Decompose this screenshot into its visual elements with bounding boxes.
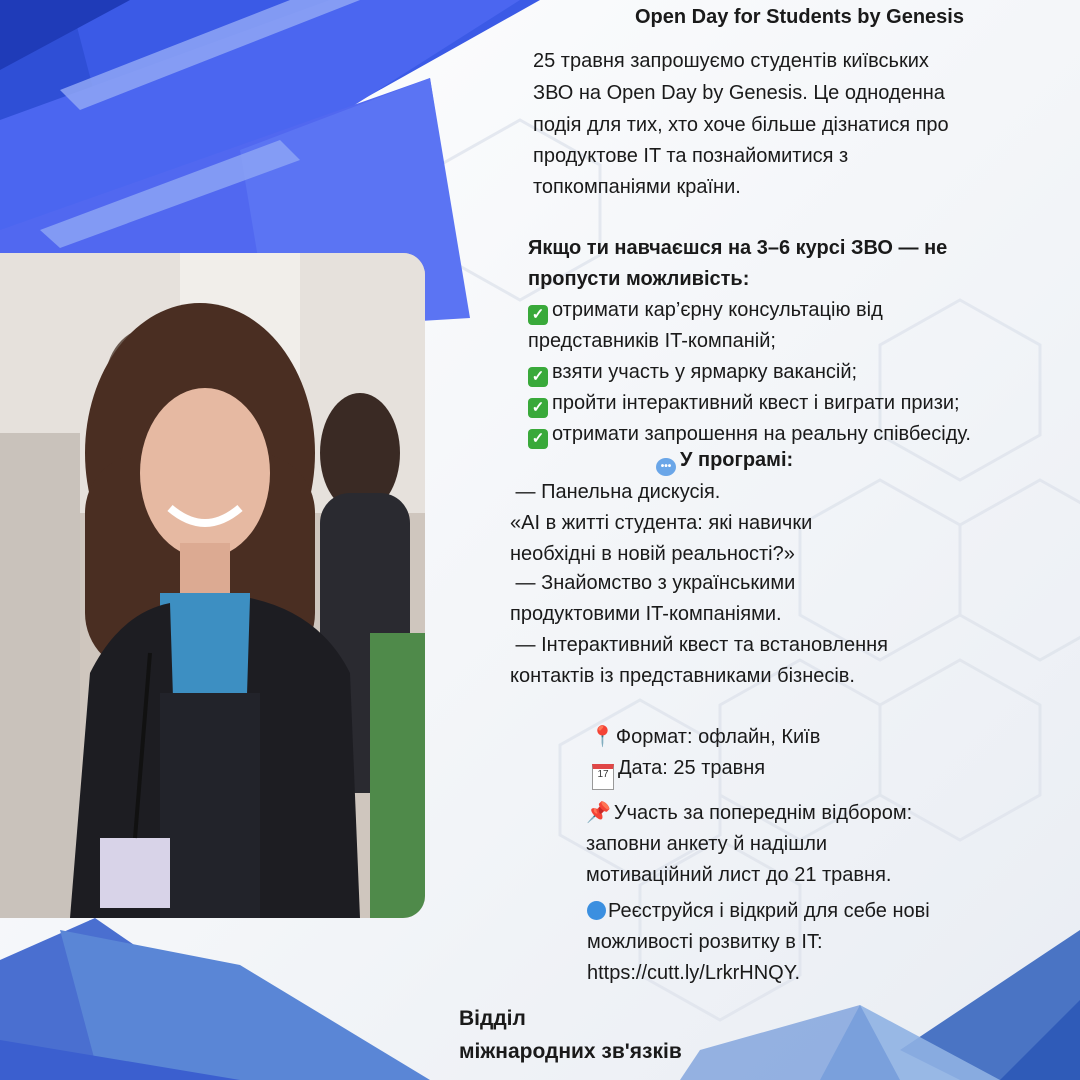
pushpin-icon: 📌 <box>586 802 611 824</box>
intro-line: топкомпаніями країни. <box>533 176 741 198</box>
selection-line <box>586 798 912 829</box>
program-line: продуктовими IT-компаніями. <box>510 603 782 625</box>
date-info <box>592 753 765 790</box>
check-mark-button-icon: ✓ <box>528 367 548 387</box>
list-item-continuation: представників IT-компаній; <box>528 330 776 352</box>
program-line: — Знайомство з українськими <box>510 572 796 594</box>
list-item <box>528 388 960 419</box>
student-photo <box>0 253 425 918</box>
list-item-text: взяти участь у ярмарку вакансій; <box>552 361 858 383</box>
program-line: — Інтерактивний квест та встановлення <box>510 634 889 656</box>
register-line: можливості розвитку в IT: <box>587 931 823 953</box>
program-heading-text: У програмі: <box>680 449 794 471</box>
list-item-text: пройти інтерактивний квест і виграти призи; <box>552 392 960 414</box>
intro-line: подія для тих, хто хоче більше дізнатися про <box>533 114 949 136</box>
list-item-text: отримати кар’єрну консультацію від <box>552 299 883 321</box>
program-line: — Панельна дискусія. <box>510 481 721 503</box>
program-line: необхідні в новій реальності?» <box>510 543 795 565</box>
selection-line: мотиваційний лист до 21 травня. <box>586 864 892 886</box>
register-link[interactable]: https://cutt.ly/LrkrHNQY. <box>587 962 801 984</box>
intro-line: продуктове IT та познайомитися з <box>533 145 849 167</box>
page-title: Open Day for Students by Genesis <box>635 6 964 28</box>
opportunity-heading-line: Якщо ти навчаєшся на 3–6 курсі ЗВО — не <box>528 237 948 259</box>
check-mark-button-icon: ✓ <box>528 305 548 325</box>
speech-bubble-icon: ••• <box>656 458 676 476</box>
footer-line: міжнародних зв'язків <box>459 1040 682 1063</box>
blue-circle-icon <box>587 901 606 920</box>
selection-text: Участь за попереднім відбором: <box>613 802 913 824</box>
program-heading <box>656 445 793 476</box>
register-text: Реєструйся і відкрий для себе нові <box>608 900 930 922</box>
list-item-text: отримати запрошення на реальну співбесіду. <box>552 423 971 445</box>
check-mark-button-icon: ✓ <box>528 398 548 418</box>
calendar-icon: 17 <box>592 764 614 790</box>
register-line <box>587 896 930 927</box>
round-pushpin-icon: 📍 <box>590 726 615 748</box>
intro-line: 25 травня запрошуємо студентів київських <box>533 50 929 72</box>
check-mark-button-icon: ✓ <box>528 429 548 449</box>
program-line: «AI в житті студента: які навички <box>510 512 813 534</box>
date-text: Дата: 25 травня <box>618 757 766 779</box>
list-item <box>528 295 883 326</box>
format-text: Формат: офлайн, Київ <box>615 726 821 748</box>
list-item <box>528 357 857 388</box>
format-info <box>590 722 820 753</box>
photo-illustration <box>0 253 425 918</box>
opportunity-heading-line: пропусти можливість: <box>528 268 750 290</box>
intro-line: ЗВО на Open Day by Genesis. Це одноденна <box>533 82 945 104</box>
selection-line: заповни анкету й надішли <box>586 833 828 855</box>
footer-line: Відділ <box>459 1007 526 1030</box>
program-line: контактів із представниками бізнесів. <box>510 665 855 687</box>
